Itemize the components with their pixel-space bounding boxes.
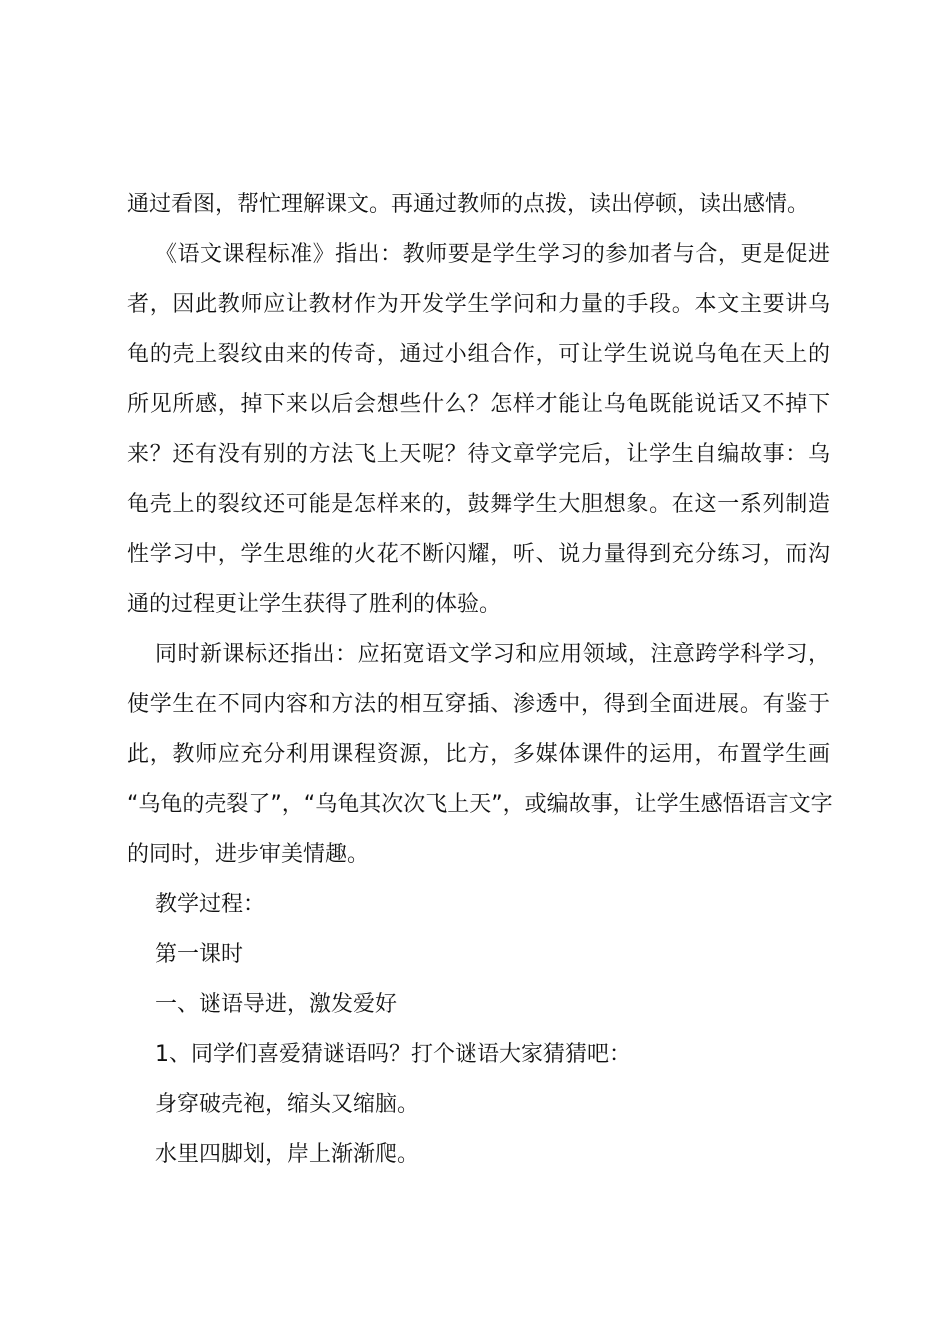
riddle-line: 水里四脚划，岸上渐渐爬。	[155, 1142, 420, 1167]
step-heading: 一、谜语导进，激发爱好	[155, 992, 398, 1017]
text-line: 来？还有没有别的方法飞上天呢？待文章学完后，让学生自编故事：乌	[127, 442, 830, 467]
text-line: 者，因此教师应让教材作为开发学生学问和力量的手段。本文主要讲乌	[127, 292, 830, 317]
text-line: 的同时，进步审美情趣。	[127, 842, 370, 867]
text-line: “乌龟的壳裂了”，“乌龟其次次飞上天”，或编故事，让学生感悟语言文字	[127, 792, 833, 817]
document-body	[127, 180, 833, 1180]
text-line: 所见所感，掉下来以后会想些什么？怎样才能让乌龟既能说话又不掉下	[127, 392, 830, 417]
riddle-line: 身穿破壳袍，缩头又缩脑。	[155, 1092, 420, 1117]
paragraph-line: 《语文课程标准》指出：教师要是学生学习的参加者与合，更是促进	[155, 242, 830, 267]
text-line: 龟壳上的裂纹还可能是怎样来的，鼓舞学生大胆想象。在这一系列制造	[127, 492, 830, 517]
text-line: 性学习中，学生思维的火花不断闪耀，听、说力量得到充分练习，而沟	[127, 542, 830, 567]
text-line: 通的过程更让学生获得了胜利的体验。	[127, 592, 502, 617]
section-heading: 教学过程：	[155, 892, 266, 917]
text-line: 此，教师应充分利用课程资源，比方，多媒体课件的运用，布置学生画	[127, 742, 830, 767]
text-line: 龟的壳上裂纹由来的传奇，通过小组合作，可让学生说说乌龟在天上的	[127, 342, 830, 367]
paragraph-line: 同时新课标还指出：应拓宽语文学习和应用领域，注意跨学科学习，	[155, 642, 830, 667]
lesson-heading: 第一课时	[155, 942, 244, 967]
step-item: 1、同学们喜爱猜谜语吗？打个谜语大家猜猜吧：	[155, 1042, 631, 1067]
text-line: 使学生在不同内容和方法的相互穿插、渗透中，得到全面进展。有鉴于	[127, 692, 830, 717]
text-line: 通过看图，帮忙理解课文。再通过教师的点拨，读出停顿，读出感情。	[127, 192, 810, 217]
